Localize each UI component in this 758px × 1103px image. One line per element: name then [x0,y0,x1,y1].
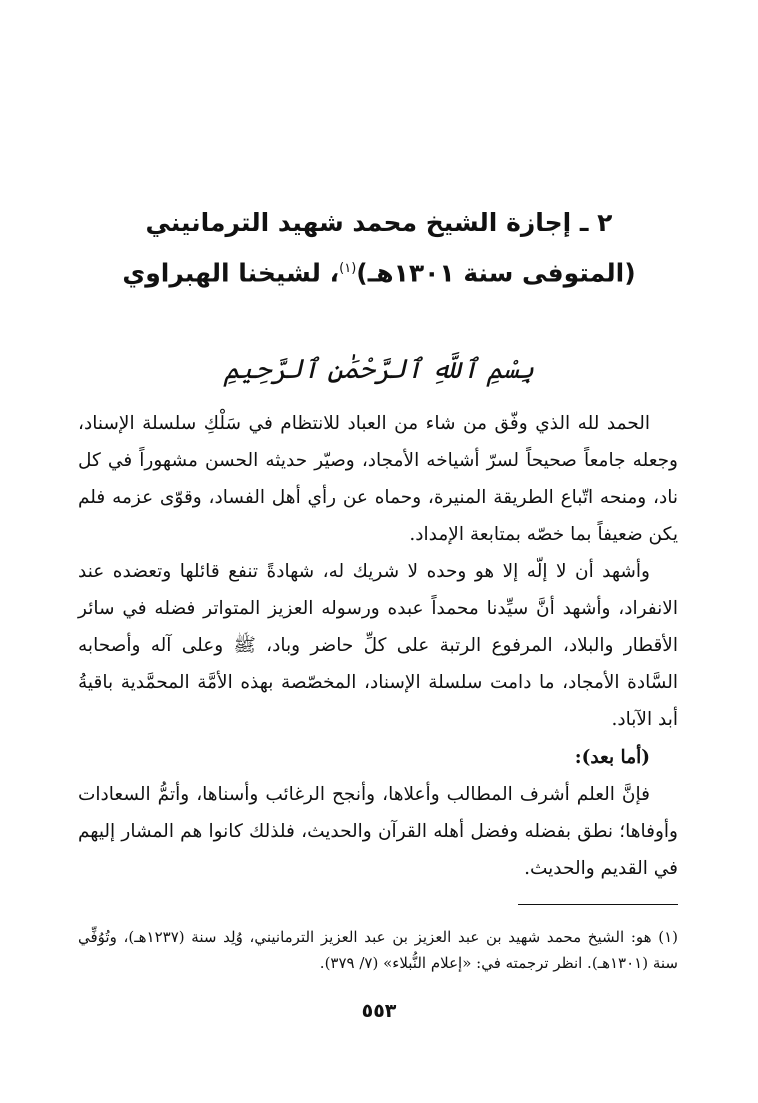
title-line-2 [80,246,678,296]
paragraph-praise: الحمد لله الذي وفّق من شاء من العباد للانتظام في سَلْكِ سلسلة الإسناد، وجعله جامعاً صحيحاً لسرّ أشياخه الأمجاد، وصيّر حديثه الحسن مشهوراً في كل ناد، ومنحه اتّباع الطريقة المنيرة، وحماه عن رأي أهل الفساد، وقوّى عزمه فلم يكن ضعيفاً بما خصّه بمتابعة الإمداد. [78,413,678,545]
footnote: (١) هو: الشيخ محمد شهيد بن عبد العزيز بن عبد العزيز الترمانيني، وُلِد سنة (١٢٣٧هـ)، وتُوُفِّي سنة (١٣٠١هـ). انظر ترجمته في: «إعلام النُّبلاء» (٧/ ٣٧٩). [78,928,678,972]
paragraph-knowledge: فإنَّ العلم أشرف المطالب وأعلاها، وأنجح الرغائب وأسناها، وأتمُّ السعادات وأوفاها؛ نطق بفضله وفضل أهله القرآن والحديث، فلذلك كانوا هم المشار إليهم في القديم والحديث. [78,784,678,879]
main-text [78,405,678,887]
title-line-1: ٢ ـ إجازة الشيخ محمد شهيد الترمانيني [145,208,613,237]
chapter-title [80,200,678,296]
basmala: بِسْمِ ٱللَّهِ ٱلرَّحْمَٰنِ ٱلرَّحِيمِ [223,354,535,385]
paragraph-amma-bad: (أما بعد): [574,747,650,768]
paragraph-testimony: وأشهد أن لا إلّه إلا هو وحده لا شريك له، شهادةً تنفع قائلها وتعضده عند الانفراد، وأشهد أنَّ سيِّدنا محمداً عبده ورسوله العزيز المتواتر فضله في سائر الأقطار والبلاد، المرفوع الرتبة على كلِّ حاضر وباد، ﷺ وعلى آله وأصحابه السَّادة الأمجاد، ما دامت سلسلة الإسناد، المخصّصة بهذه الأمَّة المحمَّدية باقيةُ أبد الآباد. [78,561,678,730]
page-number: ٥٥٣ [361,1000,397,1022]
footnote-divider [518,904,678,905]
title-line-2-start: (المتوفى سنة ١٣٠١هـ) [356,258,636,288]
footnote-marker: (١) [339,261,357,276]
title-line-2-end: ، لشيخنا الهبراوي [122,258,340,288]
